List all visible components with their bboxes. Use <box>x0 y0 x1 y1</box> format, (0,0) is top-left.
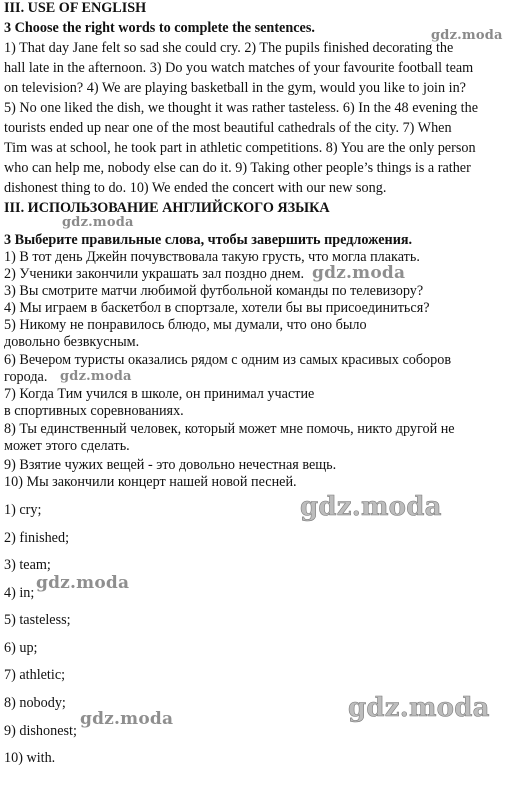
answer-item: 5) tasteless; <box>4 612 71 628</box>
english-line: tourists ended up near one of the most beautiful cathedrals of the city. 7) When <box>4 120 452 136</box>
answer-item: 8) nobody; <box>4 695 66 711</box>
english-heading: III. USE OF ENGLISH <box>4 0 147 16</box>
english-line: dishonest thing to do. 10) We ended the concert with our new song. <box>4 180 387 196</box>
answer-item: 9) dishonest; <box>4 723 77 739</box>
russian-line: 4) Мы играем в баскетбол в спортзале, хотели бы вы присоединиться? <box>4 300 430 316</box>
russian-line: 5) Никому не понравилось блюдо, мы думали, что оно было <box>4 317 367 333</box>
watermark: gdz.moda <box>62 215 134 230</box>
watermark: gdz.moda <box>300 492 442 522</box>
russian-task: 3 Выберите правильные слова, чтобы завершить предложения. <box>4 232 413 248</box>
russian-line: в спортивных соревнованиях. <box>4 403 184 419</box>
english-line: who can help me, nobody else can do it. 9) Taking other people’s things is a rather <box>4 160 471 176</box>
answer-item: 6) up; <box>4 640 38 656</box>
russian-line: 1) В тот день Джейн почувствовала такую грусть, что могла плакать. <box>4 249 420 265</box>
english-line: 5) No one liked the dish, we thought it was rather tasteless. 6) In the 48 evening the <box>4 100 478 116</box>
russian-line: 6) Вечером туристы оказались рядом с одним из самых красивых соборов <box>4 352 452 368</box>
answer-item: 3) team; <box>4 557 51 573</box>
answer-item: 1) cry; <box>4 502 42 518</box>
watermark: gdz.moda <box>348 693 490 723</box>
watermark: gdz.moda <box>36 573 130 593</box>
answer-item: 2) finished; <box>4 530 70 546</box>
russian-line: 3) Вы смотрите матчи любимой футбольной команды по телевизору? <box>4 283 424 299</box>
answer-item: 7) athletic; <box>4 667 66 683</box>
russian-heading: III. ИСПОЛЬЗОВАНИЕ АНГЛИЙСКОГО ЯЗЫКА <box>4 200 330 216</box>
russian-line: 9) Взятие чужих вещей - это довольно нечестная вещь. <box>4 457 337 473</box>
russian-line: 2) Ученики закончили украшать зал поздно днем. <box>4 266 304 282</box>
watermark: gdz.moda <box>80 709 174 729</box>
watermark: gdz.moda <box>312 263 406 283</box>
russian-line: может этого сделать. <box>4 438 130 454</box>
english-line: hall late in the afternoon. 3) Do you watch matches of your favourite football team <box>4 60 474 76</box>
english-line: Tim was at school, he took part in athletic competitions. 8) You are the only person <box>4 140 476 156</box>
english-line: on television? 4) We are playing basketball in the gym, would you like to join in? <box>4 80 466 96</box>
russian-line: города. <box>4 369 48 385</box>
russian-line: довольно безвкусным. <box>4 334 140 350</box>
russian-line: 7) Когда Тим учился в школе, он принимал участие <box>4 386 315 402</box>
russian-line: 10) Мы закончили концерт нашей новой песней. <box>4 474 297 490</box>
english-task: 3 Choose the right words to complete the sentences. <box>4 20 315 36</box>
answer-item: 10) with. <box>4 750 56 766</box>
watermark: gdz.moda <box>431 28 503 43</box>
russian-line: 8) Ты единственный человек, который может мне помочь, никто другой не <box>4 421 455 437</box>
english-line: 1) That day Jane felt so sad she could cry. 2) The pupils finished decorating the <box>4 40 454 56</box>
watermark: gdz.moda <box>60 369 132 384</box>
answer-item: 4) in; <box>4 585 35 601</box>
